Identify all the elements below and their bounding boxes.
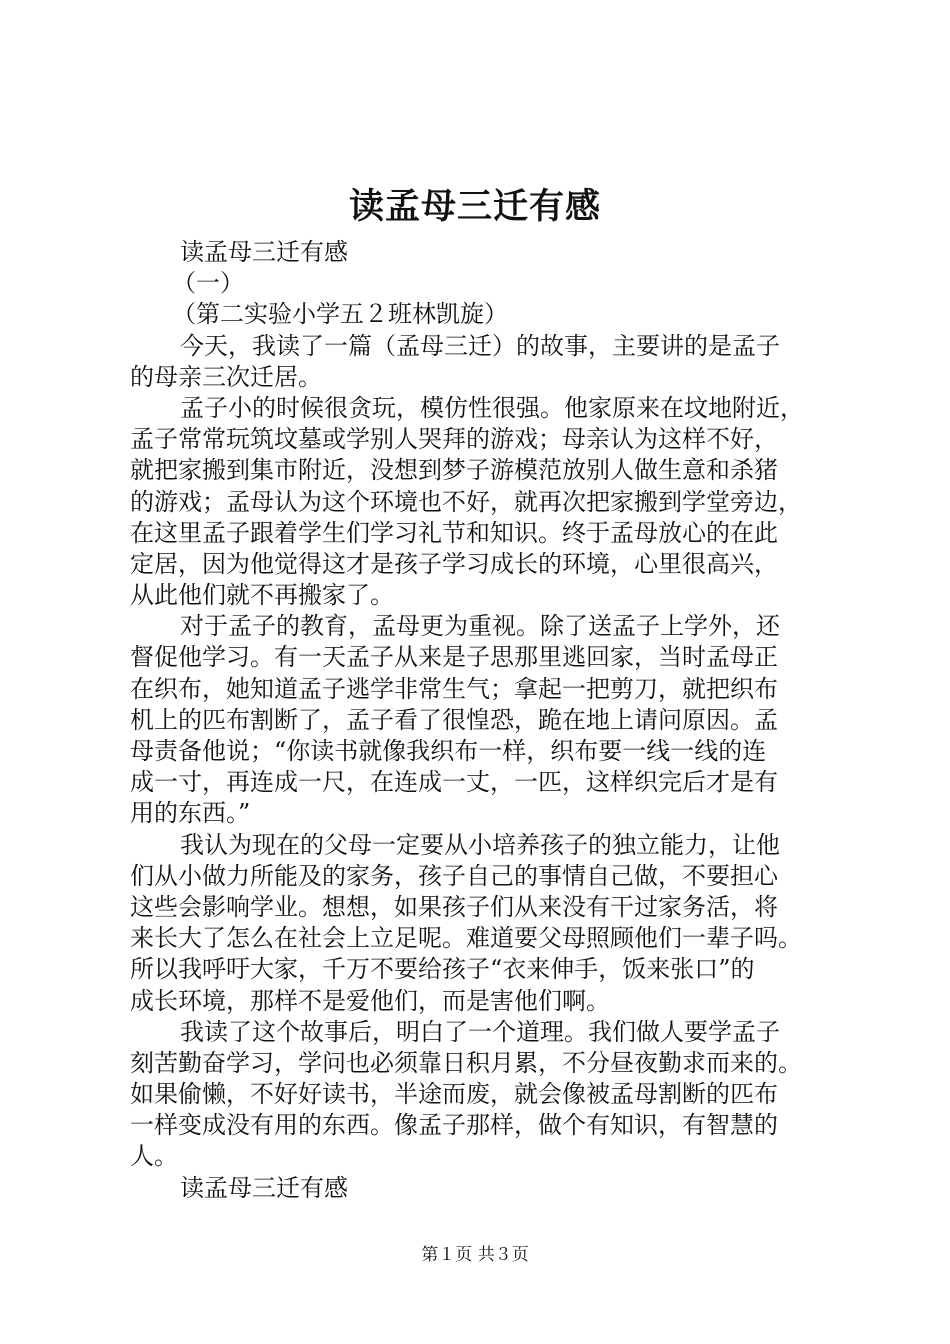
paragraph-line: 人。 bbox=[130, 1142, 178, 1171]
paragraph-line: 孟子小的时候很贪玩，模仿性很强。他家原来在坟地附近， bbox=[180, 393, 804, 422]
paragraph-line: 如果偷懒，不好好读书，半途而废，就会像被孟母割断的匹布 bbox=[130, 1080, 778, 1109]
paragraph-line: 用的东西。” bbox=[130, 799, 251, 828]
paragraph-line: 在这里孟子跟着学生们学习礼节和知识。终于孟母放心的在此 bbox=[130, 518, 778, 547]
paragraph-line: 这些会影响学业。想想，如果孩子们从来没有干过家务活，将 bbox=[130, 892, 778, 921]
paragraph-line: 督促他学习。有一天孟子从来是子思那里逃回家，当时孟母正 bbox=[130, 643, 778, 672]
section-heading: 读孟母三迁有感 bbox=[180, 238, 348, 266]
section-number: （一） bbox=[172, 269, 244, 298]
paragraph-line: 的母亲三次迁居。 bbox=[130, 362, 322, 391]
paragraph-line: 机上的匹布割断了，孟子看了很惶恐，跪在地上请问原因。孟 bbox=[130, 705, 778, 734]
paragraph-line: 成一寸，再连成一尺，在连成一丈，一匹，这样织完后才是有 bbox=[130, 768, 778, 797]
paragraph-line: 所以我呼吁大家，千万不要给孩子“衣来伸手，饭来张口”的 bbox=[130, 955, 755, 984]
paragraph-line: 母责备他说；“你读书就像我织布一样，织布要一线一线的连 bbox=[130, 737, 767, 765]
paragraph-line: 的游戏；孟母认为这个环境也不好，就再次把家搬到学堂旁边， bbox=[130, 487, 802, 516]
paragraph-line: 我认为现在的父母一定要从小培养孩子的独立能力，让他 bbox=[180, 830, 780, 859]
paragraph-line: 们从小做力所能及的家务，孩子自己的事情自己做，不要担心 bbox=[130, 861, 778, 890]
paragraph-line: 成长环境，那样不是爱他们，而是害他们啊。 bbox=[130, 986, 610, 1015]
paragraph-line: 从此他们就不再搬家了。 bbox=[130, 581, 394, 610]
paragraph-line: 就把家搬到集市附近，没想到梦子游模范放别人做生意和杀猪 bbox=[130, 456, 778, 485]
document-title: 读孟母三迁有感 bbox=[348, 186, 601, 227]
paragraph-line: 我读了这个故事后，明白了一个道理。我们做人要学孟子 bbox=[180, 1017, 780, 1046]
paragraph-line: 孟子常常玩筑坟墓或学别人哭拜的游戏；母亲认为这样不好， bbox=[130, 425, 778, 454]
paragraph-line: 今天，我读了一篇（孟母三迁）的故事，主要讲的是孟子 bbox=[180, 331, 780, 360]
paragraph-line: 来长大了怎么在社会上立足呢。难道要父母照顾他们一辈子吗。 bbox=[130, 924, 802, 953]
paragraph-line: 在织布，她知道孟子逃学非常生气；拿起一把剪刀，就把织布 bbox=[130, 674, 778, 703]
author-line: （第二实验小学五２班林凯旋） bbox=[172, 300, 508, 329]
document-body bbox=[130, 237, 840, 1204]
paragraph-line: 一样变成没有用的东西。像孟子那样，做个有知识，有智慧的 bbox=[130, 1111, 778, 1140]
section-heading: 读孟母三迁有感 bbox=[180, 1173, 348, 1202]
paragraph-line: 刻苦勤奋学习，学问也必须靠日积月累，不分昼夜勤求而来的。 bbox=[130, 1048, 802, 1077]
paragraph-line: 对于孟子的教育，孟母更为重视。除了送孟子上学外，还 bbox=[180, 612, 780, 641]
paragraph-line: 定居，因为他觉得这才是孩子学习成长的环境，心里很高兴， bbox=[130, 549, 778, 578]
page-footer: 第１页 共３页 bbox=[421, 1245, 529, 1265]
